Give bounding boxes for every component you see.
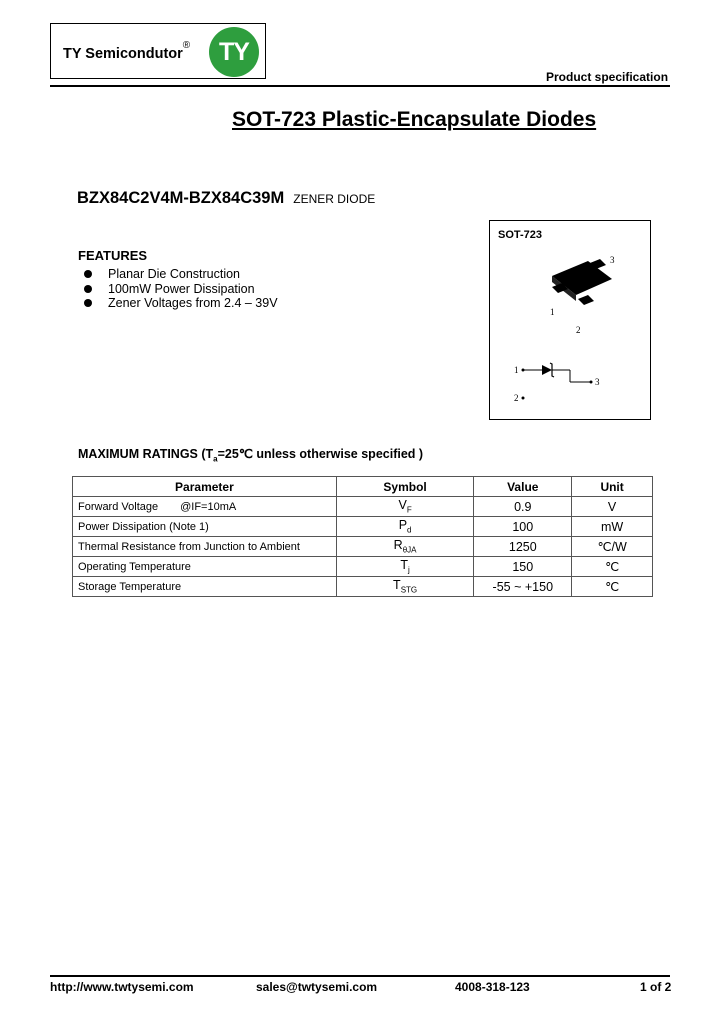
ratings-heading: MAXIMUM RATINGS ($T_a=25℃$ unless otherwise specified ) bbox=[78, 447, 424, 464]
ratings-table bbox=[72, 476, 653, 597]
param-cell: Thermal Resistance from Junction to Ambient bbox=[73, 537, 337, 557]
features-heading: FEATURES bbox=[78, 248, 148, 263]
pin-2-icon bbox=[578, 295, 594, 305]
registered-mark: ® bbox=[182, 40, 191, 51]
footer-email-link[interactable]: sales@twtysemi.com bbox=[256, 980, 378, 994]
param-cell: Power Dissipation (Note 1) bbox=[73, 517, 337, 537]
footer-page-number: 1 of 2 bbox=[640, 980, 672, 994]
table-header-row bbox=[73, 477, 653, 497]
features-list bbox=[82, 267, 278, 311]
unit-cell: ℃ bbox=[572, 577, 653, 597]
symbol-cell: $R_{\theta JA}$ bbox=[336, 537, 474, 557]
schematic-pin-3: 3 bbox=[595, 377, 600, 387]
value-cell: 150 bbox=[474, 557, 572, 577]
col-header-parameter: Parameter bbox=[73, 477, 337, 497]
package-label: SOT-723 bbox=[498, 229, 543, 241]
logo-mark-icon: TY bbox=[209, 27, 259, 77]
symbol-cell: $T_j$ bbox=[336, 557, 474, 577]
unit-cell: mW bbox=[572, 517, 653, 537]
part-number-line bbox=[77, 189, 375, 208]
company-name: TY Semicondutor® bbox=[63, 40, 191, 62]
document-title: SOT-723 Plastic-Encapsulate Diodes bbox=[232, 108, 597, 131]
pin-label-2: 2 bbox=[576, 325, 581, 335]
footer-divider bbox=[50, 975, 670, 977]
param-cell: Forward Voltage @IF=10mA bbox=[73, 497, 337, 517]
product-spec-label: Product specification bbox=[546, 70, 669, 84]
symbol-cell: $T_{STG}$ bbox=[336, 577, 474, 597]
col-header-symbol: Symbol bbox=[336, 477, 474, 497]
header-divider bbox=[50, 85, 670, 87]
symbol-cell: $P_d$ bbox=[336, 517, 474, 537]
footer-phone: 4008-318-123 bbox=[455, 980, 530, 994]
table-row bbox=[73, 517, 653, 537]
package-drawing bbox=[490, 221, 652, 421]
feature-item: Zener Voltages from 2.4 – 39V bbox=[82, 296, 278, 311]
symbol-cell: $V_F$ bbox=[336, 497, 474, 517]
value-cell: 0.9 bbox=[474, 497, 572, 517]
footer-website-link[interactable]: http://www.twtysemi.com bbox=[50, 980, 194, 994]
table-row bbox=[73, 557, 653, 577]
value-cell: 100 bbox=[474, 517, 572, 537]
feature-item: Planar Die Construction bbox=[82, 267, 278, 282]
table-row bbox=[73, 537, 653, 557]
schematic-pin-1: 1 bbox=[514, 365, 519, 375]
package-diagram bbox=[489, 220, 651, 420]
part-type: ZENER DIODE bbox=[293, 192, 376, 206]
company-logo bbox=[50, 23, 266, 79]
value-cell: -55 ~ +150 bbox=[474, 577, 572, 597]
param-cell: Storage Temperature bbox=[73, 577, 337, 597]
part-number: BZX84C2V4M-BZX84C39M bbox=[77, 189, 285, 207]
feature-item: 100mW Power Dissipation bbox=[82, 282, 278, 297]
zener-diode-icon bbox=[542, 365, 552, 375]
schematic-pin-2: 2 bbox=[514, 393, 519, 403]
param-cell: Operating Temperature bbox=[73, 557, 337, 577]
unit-cell: V bbox=[572, 497, 653, 517]
unit-cell: ℃/W bbox=[572, 537, 653, 557]
pin-label-3: 3 bbox=[610, 255, 615, 265]
table-row bbox=[73, 577, 653, 597]
unit-cell: ℃ bbox=[572, 557, 653, 577]
col-header-value: Value bbox=[474, 477, 572, 497]
table-row bbox=[73, 497, 653, 517]
col-header-unit: Unit bbox=[572, 477, 653, 497]
pin-label-1: 1 bbox=[550, 307, 555, 317]
value-cell: 1250 bbox=[474, 537, 572, 557]
param-condition: @IF=10mA bbox=[180, 500, 237, 513]
